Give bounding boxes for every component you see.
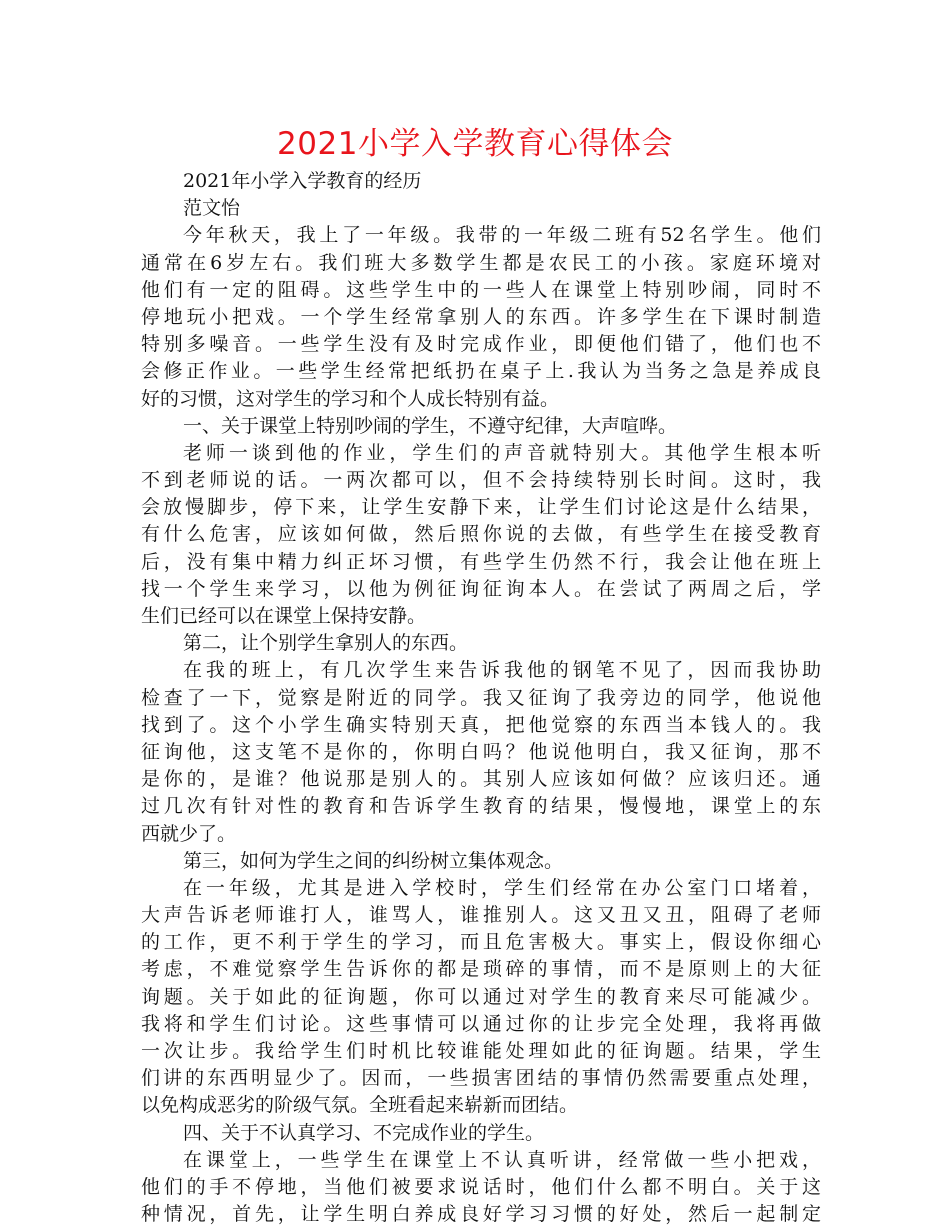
text-line: 范文怡 (183, 197, 241, 220)
text-line: 四、关于不认真学习、不完成作业的学生。 (183, 1121, 545, 1144)
text-line: 今年秋天，我上了一年级。我带的一年级二班有52名学生。他们 (183, 224, 821, 247)
text-line: 停地玩小把戏。一个学生经常拿别人的东西。许多学生在下课时制造 (141, 305, 821, 328)
text-line: 生们已经可以在课堂上保持安静。 (141, 605, 427, 627)
text-line: 不到老师说的话。一两次都可以，但不会持续特别长时间。这时，我 (141, 469, 821, 492)
text-line: 西就少了。 (141, 822, 237, 845)
text-line: 一次让步。我给学生们时机比较谁能处理如此的征询题。结果，学生 (141, 1040, 821, 1062)
text-line: 我将和学生们讨论。这些事情可以通过你的让步完全处理，我将再做 (141, 1012, 821, 1035)
text-line: 询题。关于如此的征询题，你可以通过对学生的教育来尽可能减少。 (141, 985, 821, 1008)
text-line: 以免构成恶劣的阶级气氛。全班看起来崭新而团结。 (141, 1094, 579, 1117)
text-line: 一、关于课堂上特别吵闹的学生，不遵守纪律，大声喧哗。 (183, 414, 678, 437)
text-line: 有什么危害，应该如何做，然后照你说的去做，有些学生在接受教育 (141, 523, 821, 546)
text-line: 是你的，是谁？他说那是别人的。其别人应该如何做？应该归还。通 (141, 768, 821, 791)
text-line: 在一年级，尤其是进入学校时，学生们经常在办公室门口堵着， (183, 876, 821, 899)
text-line: 第三，如何为学生之间的纠纷树立集体观念。 (183, 849, 564, 872)
text-line: 第二，让个别学生拿别人的东西。 (183, 632, 469, 655)
text-line: 找一个学生来学习，以他为例征询征询本人。在尝试了两周之后，学 (141, 577, 821, 600)
text-line: 找到了。这个小学生确实特别天真，把他觉察的东西当本钱人的。我 (141, 713, 821, 736)
text-line: 检查了一下，觉察是附近的同学。我又征询了我旁边的同学，他说他 (141, 686, 821, 709)
text-line: 在课堂上，一些学生在课堂上不认真听讲，经常做一些小把戏， (183, 1148, 821, 1171)
document-body (141, 168, 821, 1228)
text-line: 会放慢脚步，停下来，让学生安静下来，让学生们讨论这是什么结果， (141, 496, 821, 519)
text-line: 在我的班上，有几次学生来告诉我他的钢笔不见了，因而我协助 (183, 659, 821, 682)
text-line: 老师一谈到他的作业，学生们的声音就特别大。其他学生根本听 (183, 441, 821, 464)
text-line: 好的习惯，这对学生的学习和个人成长特别有益。 (141, 387, 560, 410)
text-line: 2021年小学入学教育的经历 (183, 170, 422, 192)
text-line: 的工作，更不利于学生的学习，而且危害极大。事实上，假设你细心 (141, 931, 821, 954)
text-line: 大声告诉老师谁打人，谁骂人，谁推别人。这又丑又丑，阻碍了老师 (141, 904, 821, 927)
document-title: 2021小学入学教育心得体会 (277, 126, 673, 162)
text-line: 考虑，不难觉察学生告诉你的都是琐碎的事情，而不是原则上的大征 (141, 958, 821, 981)
text-line: 种情况，首先，让学生明白养成良好学习习惯的好处，然后一起制定 (141, 1203, 821, 1226)
text-line: 通常在6岁左右。我们班大多数学生都是农民工的小孩。家庭环境对 (141, 251, 821, 274)
text-line: 他们有一定的阻碍。这些学生中的一些人在课堂上特别吵闹，同时不 (141, 278, 821, 301)
text-line: 特别多噪音。一些学生没有及时完成作业，即便他们错了，他们也不 (141, 333, 821, 356)
text-line: 后，没有集中精力纠正坏习惯，有些学生仍然不行，我会让他在班上 (141, 550, 821, 573)
text-line: 他们的手不停地，当他们被要求说话时，他们什么都不明白。关于这 (141, 1175, 821, 1198)
text-line: 过几次有针对性的教育和告诉学生教育的结果，慢慢地，课堂上的东 (141, 795, 821, 818)
text-line: 征询他，这支笔不是你的，你明白吗？他说他明白，我又征询，那不 (141, 740, 821, 763)
text-line: 们讲的东西明显少了。因而，一些损害团结的事情仍然需要重点处理， (141, 1067, 821, 1090)
text-line: 会修正作业。一些学生经常把纸扔在桌子上.我认为当务之急是养成良 (141, 360, 821, 383)
